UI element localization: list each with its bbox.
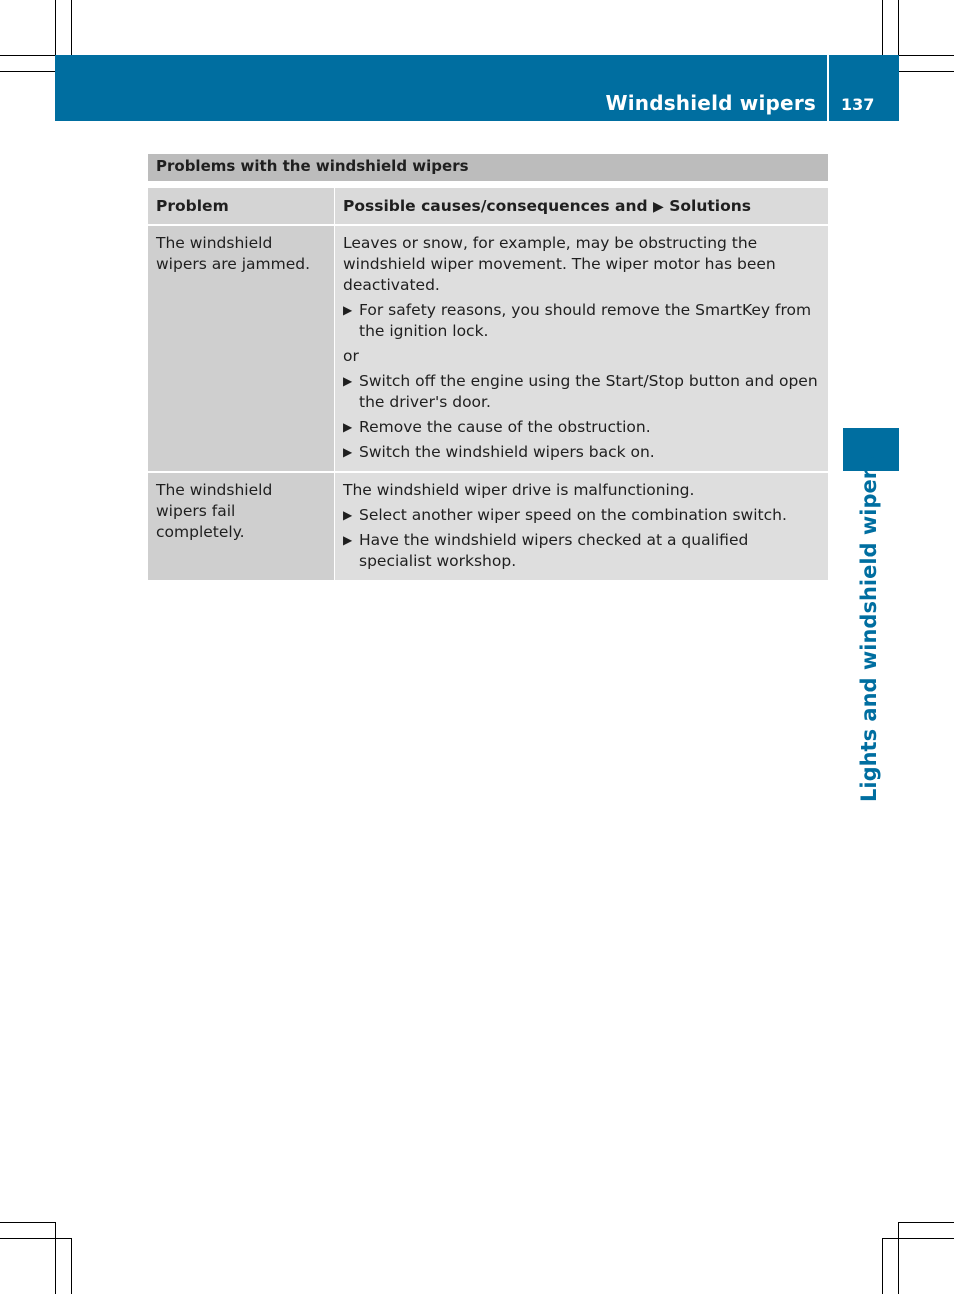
page-number: 137 bbox=[841, 95, 875, 114]
crop-mark bbox=[0, 71, 56, 72]
crop-mark bbox=[55, 1222, 56, 1294]
crop-mark bbox=[898, 71, 954, 72]
step-arrow-icon: ▶ bbox=[343, 420, 353, 434]
crop-mark bbox=[0, 1222, 56, 1223]
step-arrow-icon: ▶ bbox=[343, 508, 353, 522]
step-arrow-icon: ▶ bbox=[343, 533, 353, 547]
step-text: Switch off the engine using the Start/Stop button and open the driver's door. bbox=[359, 372, 818, 411]
solution-step bbox=[343, 505, 820, 526]
page-title: Windshield wipers bbox=[605, 91, 816, 115]
solution-cell bbox=[334, 226, 828, 471]
problem-text: The windshield wipers are jammed. bbox=[156, 234, 311, 273]
crop-mark bbox=[71, 1238, 72, 1294]
column-header-causes bbox=[334, 188, 828, 224]
step-text: Select another wiper speed on the combination switch. bbox=[359, 506, 787, 524]
crop-mark bbox=[71, 0, 72, 56]
step-text: Remove the cause of the obstruction. bbox=[359, 418, 651, 436]
chapter-label: Lights and windshield wipers bbox=[857, 456, 881, 802]
step-arrow-icon: ▶ bbox=[343, 303, 353, 317]
crop-mark bbox=[55, 0, 56, 56]
table-row bbox=[148, 471, 828, 580]
crop-mark bbox=[0, 55, 56, 56]
crop-mark bbox=[882, 1238, 883, 1294]
step-arrow-icon: ▶ bbox=[343, 445, 353, 459]
solution-cell bbox=[334, 473, 828, 580]
crop-mark bbox=[898, 1222, 899, 1294]
page-header bbox=[55, 55, 899, 121]
crop-mark bbox=[898, 1222, 954, 1223]
cause-text: The windshield wiper drive is malfunctioning. bbox=[343, 481, 695, 499]
solution-step bbox=[343, 371, 820, 413]
step-text: For safety reasons, you should remove the SmartKey from the ignition lock. bbox=[359, 301, 812, 340]
step-text: Switch the windshield wipers back on. bbox=[359, 443, 655, 461]
step-text: Have the windshield wipers checked at a qualified specialist workshop. bbox=[359, 531, 749, 570]
step-arrow-icon: ▶ bbox=[343, 374, 353, 388]
problems-table bbox=[148, 188, 828, 580]
crop-mark bbox=[0, 1238, 72, 1239]
crop-mark bbox=[882, 0, 883, 56]
header-divider bbox=[827, 55, 829, 121]
solution-step bbox=[343, 417, 820, 438]
column-header-solutions-label: Solutions bbox=[669, 197, 751, 215]
or-separator: or bbox=[343, 347, 359, 365]
solution-step bbox=[343, 442, 820, 463]
solution-step bbox=[343, 300, 820, 342]
table-row bbox=[148, 224, 828, 471]
cause-text: Leaves or snow, for example, may be obstructing the windshield wiper movement. The wiper motor has been deactivated. bbox=[343, 234, 776, 294]
section-title: Problems with the windshield wipers bbox=[148, 154, 828, 181]
problem-cell bbox=[148, 473, 334, 580]
solution-step bbox=[343, 530, 820, 572]
problem-cell bbox=[148, 226, 334, 471]
crop-mark bbox=[898, 0, 899, 56]
crop-mark bbox=[898, 55, 954, 56]
crop-mark bbox=[882, 1238, 954, 1239]
table-header-row bbox=[148, 188, 828, 224]
solution-arrow-icon: ▶ bbox=[653, 199, 664, 215]
column-header-problem: Problem bbox=[148, 188, 334, 224]
column-header-causes-label: Possible causes/consequences and bbox=[343, 197, 648, 215]
problem-text: The windshield wipers fail completely. bbox=[156, 481, 273, 541]
